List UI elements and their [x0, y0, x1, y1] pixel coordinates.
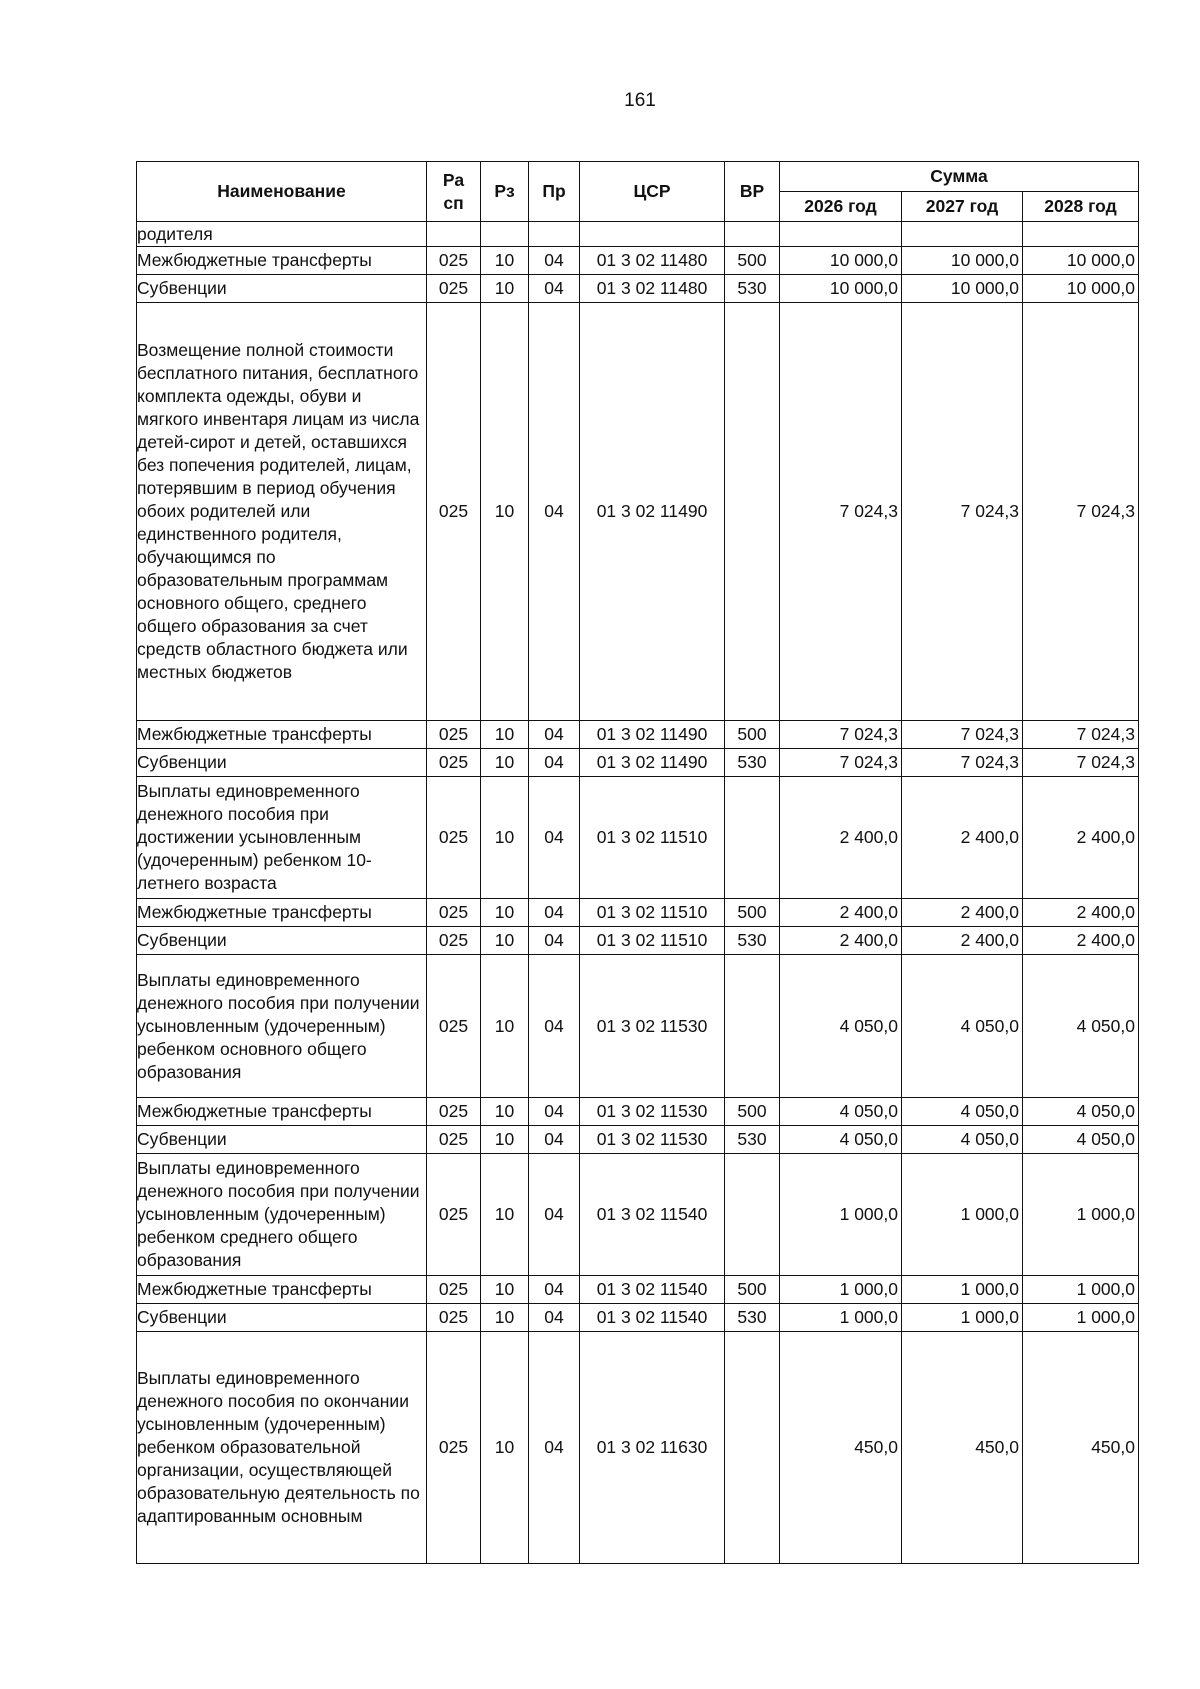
- cell-rasp: 025: [427, 1304, 481, 1332]
- cell-pr: [529, 222, 580, 247]
- cell-2028: 7 024,3: [1023, 749, 1139, 777]
- cell-2027: 7 024,3: [902, 303, 1023, 721]
- cell-rasp: 025: [427, 1332, 481, 1564]
- cell-rasp: 025: [427, 247, 481, 275]
- cell-vr: 500: [725, 1276, 780, 1304]
- cell-csr: 01 3 02 11540: [580, 1304, 725, 1332]
- cell-2028: [1023, 222, 1139, 247]
- cell-rz: 10: [481, 1126, 529, 1154]
- table-row: [137, 899, 1139, 927]
- cell-pr: 04: [529, 721, 580, 749]
- cell-rasp: 025: [427, 275, 481, 303]
- cell-2026: 10 000,0: [780, 247, 902, 275]
- cell-pr: 04: [529, 1276, 580, 1304]
- table-row: [137, 1332, 1139, 1564]
- cell-2027: 4 050,0: [902, 1098, 1023, 1126]
- cell-2027: [902, 222, 1023, 247]
- table-row: [137, 1276, 1139, 1304]
- cell-2026: 4 050,0: [780, 955, 902, 1098]
- table-header: [137, 162, 1139, 222]
- cell-rz: 10: [481, 247, 529, 275]
- cell-2028: 4 050,0: [1023, 1098, 1139, 1126]
- cell-csr: 01 3 02 11510: [580, 777, 725, 899]
- cell-rasp: 025: [427, 1098, 481, 1126]
- cell-name: Выплаты единовременного денежного пособия при получении усыновленным (удочеренным) ребенком основного общего образования: [137, 955, 427, 1098]
- cell-rz: 10: [481, 1154, 529, 1276]
- cell-vr: [725, 955, 780, 1098]
- cell-name: родителя: [137, 222, 427, 247]
- cell-csr: 01 3 02 11490: [580, 721, 725, 749]
- cell-rz: 10: [481, 749, 529, 777]
- header-rasp-line2: сп: [443, 192, 464, 213]
- cell-rz: 10: [481, 777, 529, 899]
- cell-rz: 10: [481, 1098, 529, 1126]
- cell-name: Субвенции: [137, 749, 427, 777]
- cell-pr: 04: [529, 1154, 580, 1276]
- cell-2027: 7 024,3: [902, 749, 1023, 777]
- cell-pr: 04: [529, 1098, 580, 1126]
- cell-2026: 1 000,0: [780, 1154, 902, 1276]
- header-year-2027: 2027 год: [902, 192, 1023, 222]
- cell-pr: 04: [529, 275, 580, 303]
- cell-rz: 10: [481, 1304, 529, 1332]
- table-row: [137, 721, 1139, 749]
- cell-rz: 10: [481, 955, 529, 1098]
- header-vr: ВР: [725, 162, 780, 222]
- cell-2027: 7 024,3: [902, 721, 1023, 749]
- header-name: Наименование: [137, 162, 427, 222]
- cell-2026: 2 400,0: [780, 927, 902, 955]
- cell-rz: 10: [481, 927, 529, 955]
- cell-rasp: 025: [427, 721, 481, 749]
- table-row: [137, 1154, 1139, 1276]
- cell-csr: [580, 222, 725, 247]
- cell-rz: 10: [481, 1276, 529, 1304]
- cell-2027: 2 400,0: [902, 927, 1023, 955]
- header-rasp-line1: Ра: [442, 169, 465, 190]
- cell-name: Субвенции: [137, 1126, 427, 1154]
- cell-name: Выплаты единовременного денежного пособия по окончании усыновленным (удочеренным) ребенком образовательной организации, осуществляющей образовательную деятельность по адаптированным основным: [137, 1332, 427, 1564]
- cell-pr: 04: [529, 1304, 580, 1332]
- table-row: [137, 247, 1139, 275]
- cell-2027: 4 050,0: [902, 1126, 1023, 1154]
- cell-2028: 10 000,0: [1023, 247, 1139, 275]
- cell-2026: 7 024,3: [780, 749, 902, 777]
- cell-csr: 01 3 02 11530: [580, 955, 725, 1098]
- cell-2028: 2 400,0: [1023, 777, 1139, 899]
- cell-2028: 7 024,3: [1023, 721, 1139, 749]
- cell-pr: 04: [529, 927, 580, 955]
- cell-2028: 10 000,0: [1023, 275, 1139, 303]
- cell-2028: 1 000,0: [1023, 1276, 1139, 1304]
- header-year-2026: 2026 год: [780, 192, 902, 222]
- cell-2028: 1 000,0: [1023, 1304, 1139, 1332]
- cell-rz: [481, 222, 529, 247]
- cell-2027: 450,0: [902, 1332, 1023, 1564]
- page-number: 161: [624, 90, 656, 111]
- table-row: [137, 777, 1139, 899]
- cell-2026: 4 050,0: [780, 1098, 902, 1126]
- cell-csr: 01 3 02 11490: [580, 303, 725, 721]
- cell-vr: [725, 303, 780, 721]
- cell-rasp: [427, 222, 481, 247]
- cell-vr: 500: [725, 1098, 780, 1126]
- cell-2026: 10 000,0: [780, 275, 902, 303]
- cell-2028: 4 050,0: [1023, 955, 1139, 1098]
- cell-vr: 530: [725, 749, 780, 777]
- cell-csr: 01 3 02 11510: [580, 927, 725, 955]
- cell-pr: 04: [529, 899, 580, 927]
- cell-vr: 530: [725, 1304, 780, 1332]
- cell-rz: 10: [481, 275, 529, 303]
- cell-name: Межбюджетные трансферты: [137, 247, 427, 275]
- cell-name: Возмещение полной стоимости бесплатного питания, бесплатного комплекта одежды, обуви и мягкого инвентаря лицам из числа детей-сирот и детей, оставшихся без попечения родителей, лицам, потерявшим в период обучения обоих родителей или единственного родителя, обучающимся по образовательным программам основного общего, среднего общего образования за счет средств областного бюджета или местных бюджетов: [137, 303, 427, 721]
- cell-rz: 10: [481, 1332, 529, 1564]
- cell-2028: 1 000,0: [1023, 1154, 1139, 1276]
- cell-vr: [725, 1154, 780, 1276]
- cell-csr: 01 3 02 11510: [580, 899, 725, 927]
- table-body: [137, 222, 1139, 1564]
- cell-2028: 2 400,0: [1023, 899, 1139, 927]
- cell-rasp: 025: [427, 777, 481, 899]
- cell-csr: 01 3 02 11530: [580, 1098, 725, 1126]
- cell-name: Межбюджетные трансферты: [137, 1098, 427, 1126]
- cell-rasp: 025: [427, 899, 481, 927]
- cell-2026: 4 050,0: [780, 1126, 902, 1154]
- cell-name: Субвенции: [137, 1304, 427, 1332]
- cell-2027: 10 000,0: [902, 247, 1023, 275]
- cell-name: Межбюджетные трансферты: [137, 721, 427, 749]
- cell-2028: 2 400,0: [1023, 927, 1139, 955]
- cell-2026: 7 024,3: [780, 303, 902, 721]
- cell-2026: [780, 222, 902, 247]
- cell-name: Субвенции: [137, 927, 427, 955]
- cell-vr: 500: [725, 721, 780, 749]
- cell-vr: [725, 222, 780, 247]
- cell-2028: 450,0: [1023, 1332, 1139, 1564]
- cell-2026: 2 400,0: [780, 899, 902, 927]
- cell-csr: 01 3 02 11530: [580, 1126, 725, 1154]
- budget-table: [136, 161, 1139, 1564]
- cell-rasp: 025: [427, 749, 481, 777]
- cell-pr: 04: [529, 777, 580, 899]
- cell-pr: 04: [529, 247, 580, 275]
- cell-rasp: 025: [427, 1126, 481, 1154]
- cell-name: Выплаты единовременного денежного пособия при получении усыновленным (удочеренным) ребенком среднего общего образования: [137, 1154, 427, 1276]
- cell-2026: 2 400,0: [780, 777, 902, 899]
- cell-csr: 01 3 02 11540: [580, 1154, 725, 1276]
- cell-csr: 01 3 02 11540: [580, 1276, 725, 1304]
- cell-rasp: 025: [427, 1276, 481, 1304]
- header-year-2028: 2028 год: [1023, 192, 1139, 222]
- cell-2028: 7 024,3: [1023, 303, 1139, 721]
- cell-rz: 10: [481, 303, 529, 721]
- header-csr: ЦСР: [580, 162, 725, 222]
- cell-csr: 01 3 02 11630: [580, 1332, 725, 1564]
- cell-rasp: 025: [427, 1154, 481, 1276]
- table-row: [137, 955, 1139, 1098]
- header-rz: Рз: [481, 162, 529, 222]
- cell-2028: 4 050,0: [1023, 1126, 1139, 1154]
- cell-rasp: 025: [427, 303, 481, 721]
- cell-rasp: 025: [427, 927, 481, 955]
- cell-vr: [725, 1332, 780, 1564]
- cell-2026: 1 000,0: [780, 1304, 902, 1332]
- cell-name: Межбюджетные трансферты: [137, 1276, 427, 1304]
- cell-2027: 4 050,0: [902, 955, 1023, 1098]
- cell-name: Межбюджетные трансферты: [137, 899, 427, 927]
- cell-vr: [725, 777, 780, 899]
- cell-pr: 04: [529, 1332, 580, 1564]
- table-row: [137, 1304, 1139, 1332]
- table-row: [137, 222, 1139, 247]
- table-row: [137, 1126, 1139, 1154]
- cell-2027: 1 000,0: [902, 1304, 1023, 1332]
- cell-pr: 04: [529, 303, 580, 721]
- cell-pr: 04: [529, 749, 580, 777]
- cell-name: Субвенции: [137, 275, 427, 303]
- table-row: [137, 275, 1139, 303]
- cell-name: Выплаты единовременного денежного пособия при достижении усыновленным (удочеренным) ребенком 10-летнего возраста: [137, 777, 427, 899]
- cell-csr: 01 3 02 11490: [580, 749, 725, 777]
- cell-vr: 500: [725, 899, 780, 927]
- table-row: [137, 1098, 1139, 1126]
- cell-2026: 1 000,0: [780, 1276, 902, 1304]
- cell-2026: 450,0: [780, 1332, 902, 1564]
- table-row: [137, 303, 1139, 721]
- cell-csr: 01 3 02 11480: [580, 275, 725, 303]
- header-pr: Пр: [529, 162, 580, 222]
- cell-vr: 530: [725, 1126, 780, 1154]
- cell-2027: 10 000,0: [902, 275, 1023, 303]
- cell-2027: 1 000,0: [902, 1276, 1023, 1304]
- header-rasp: [427, 162, 481, 222]
- cell-rasp: 025: [427, 955, 481, 1098]
- cell-vr: 530: [725, 927, 780, 955]
- cell-rz: 10: [481, 899, 529, 927]
- header-sum: Сумма: [780, 162, 1139, 192]
- table-row: [137, 927, 1139, 955]
- cell-vr: 500: [725, 247, 780, 275]
- cell-pr: 04: [529, 1126, 580, 1154]
- cell-vr: 530: [725, 275, 780, 303]
- cell-2027: 1 000,0: [902, 1154, 1023, 1276]
- cell-rz: 10: [481, 721, 529, 749]
- cell-2027: 2 400,0: [902, 899, 1023, 927]
- table-row: [137, 749, 1139, 777]
- cell-2026: 7 024,3: [780, 721, 902, 749]
- cell-2027: 2 400,0: [902, 777, 1023, 899]
- cell-csr: 01 3 02 11480: [580, 247, 725, 275]
- cell-pr: 04: [529, 955, 580, 1098]
